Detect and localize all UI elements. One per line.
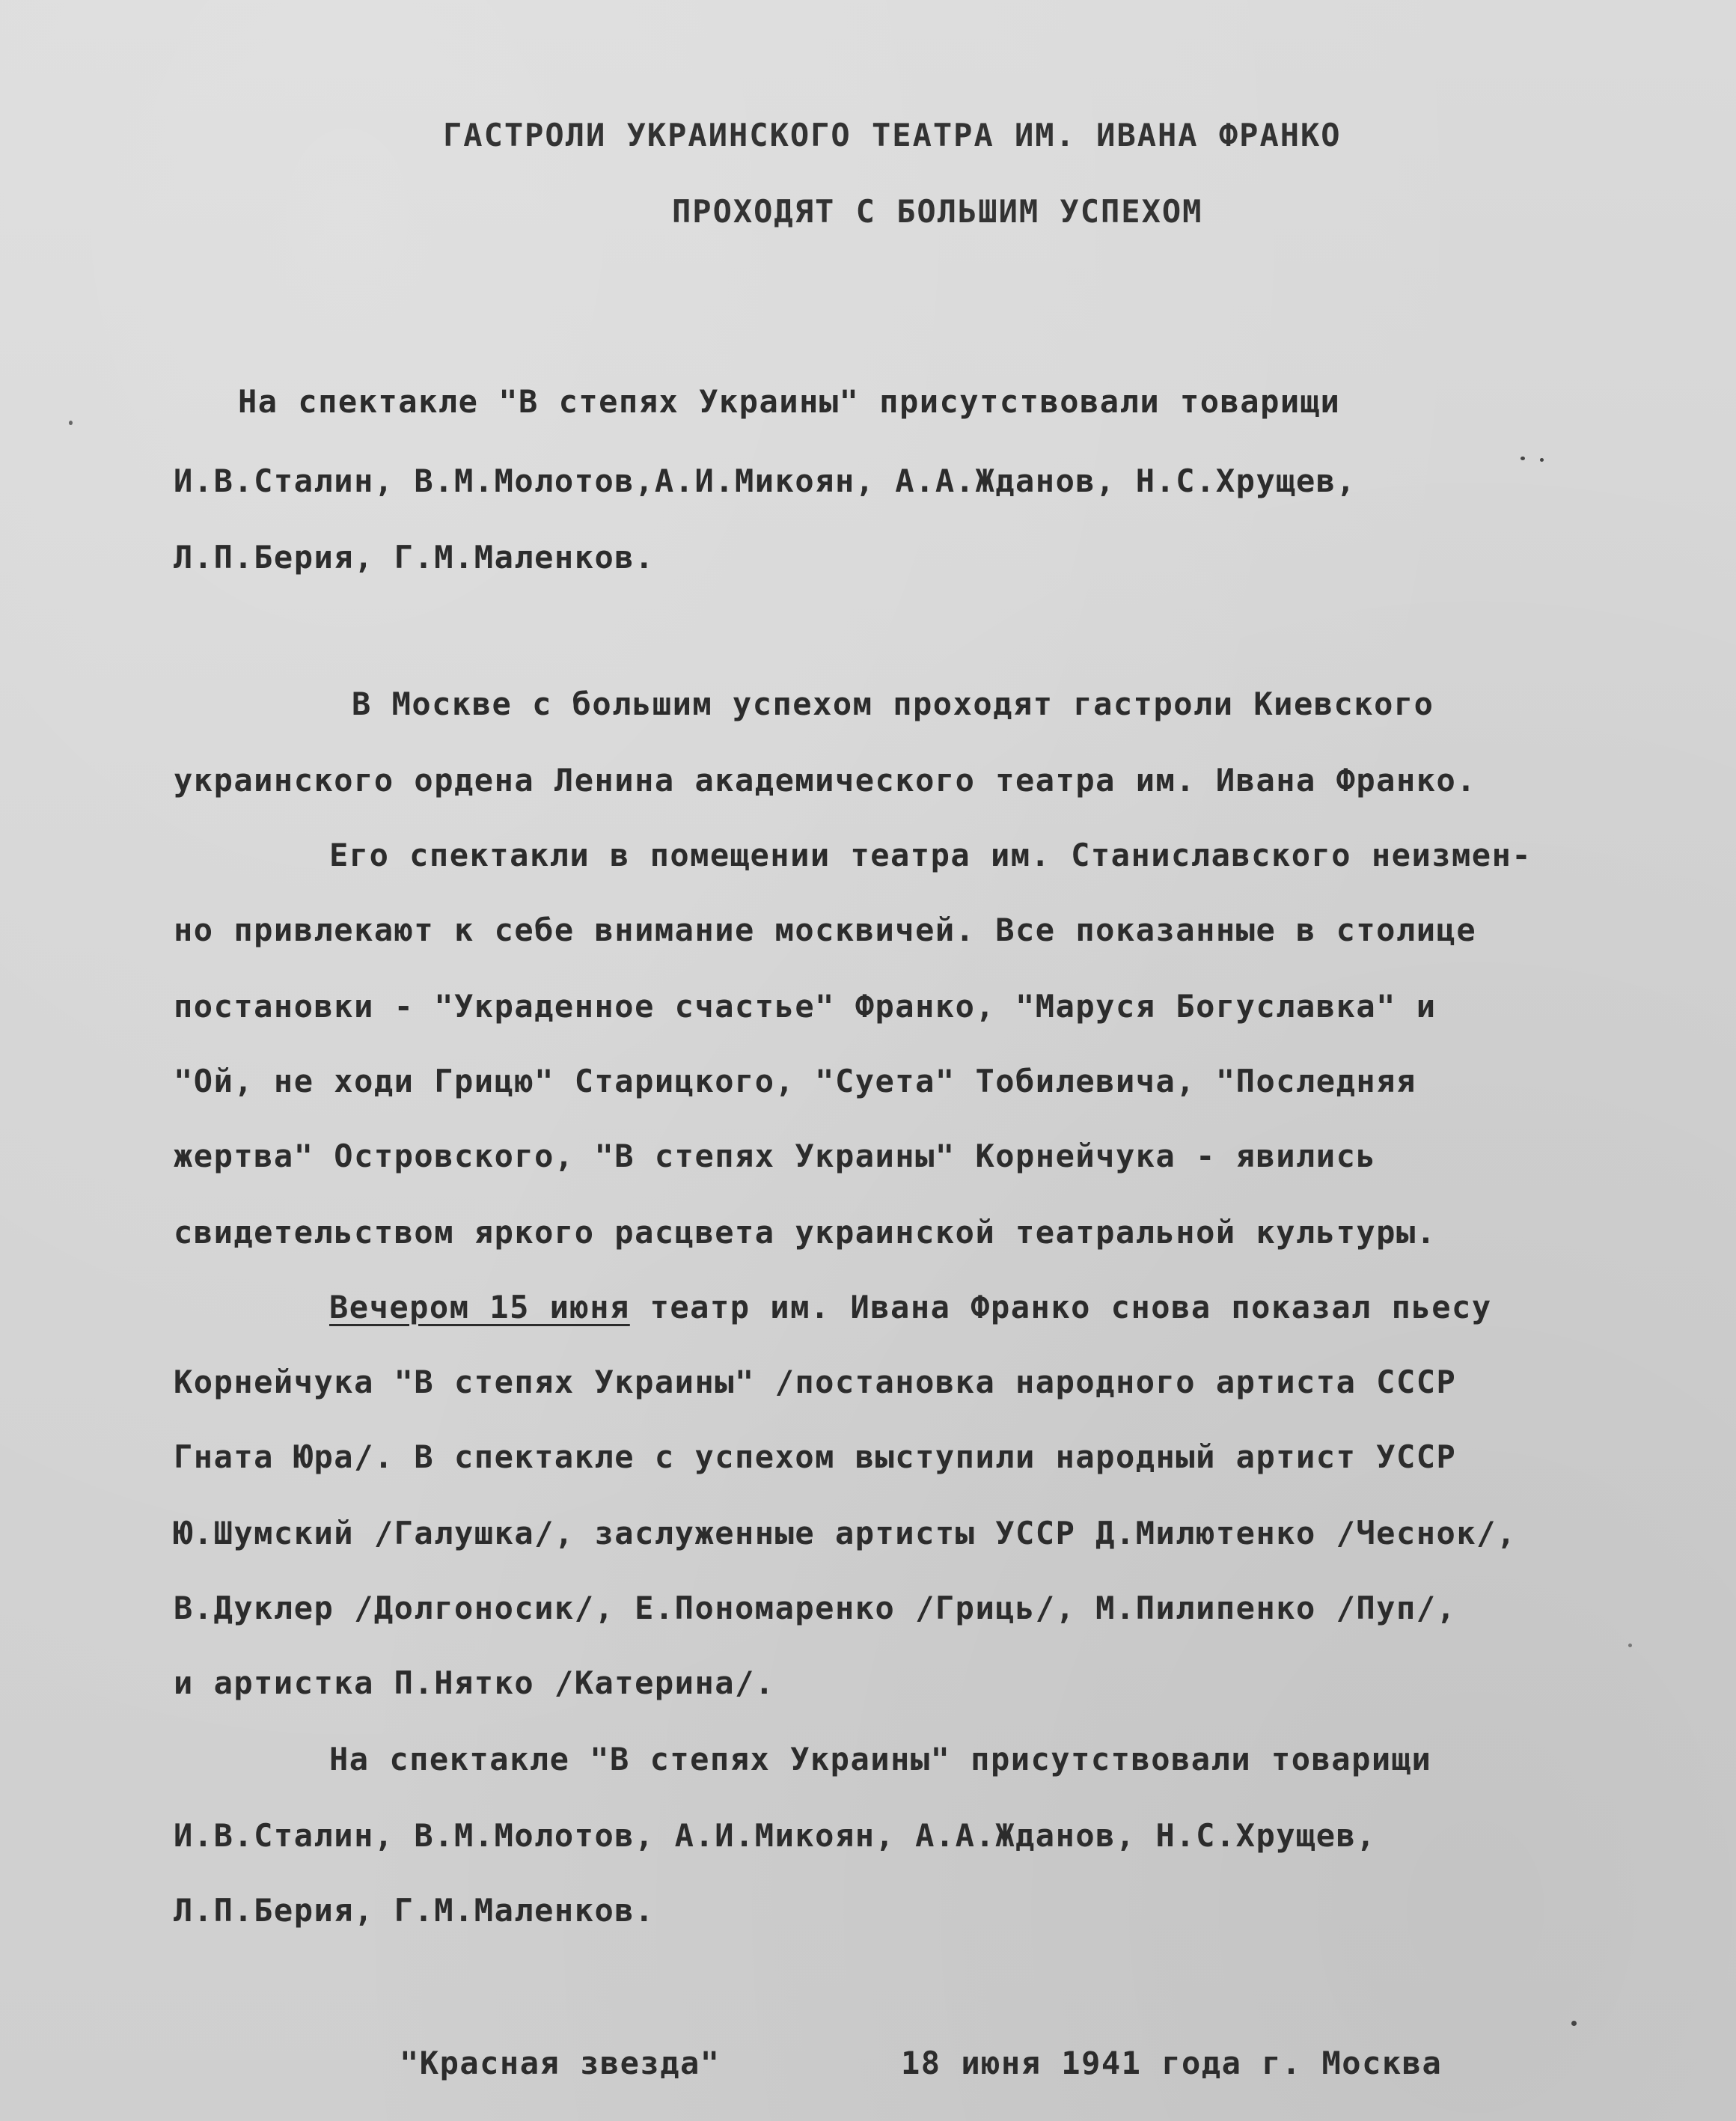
body-line-11: Гната Юра/. В спектакле с успехом выступили народный артист УССР [174,1438,1457,1475]
paper-speck [1540,458,1544,462]
body-line-3: Его спектакли в помещении театра им. Станиславского неизмен- [329,837,1532,873]
paper-speck [1571,2021,1577,2026]
paper-speck [1520,457,1525,460]
body-line-2: украинского ордена Ленина академического театра им. Ивана Франко. [174,762,1477,799]
footer-source: "Красная звезда" [400,2045,721,2081]
title-line-2: ПРОХОДЯТ С БОЛЬШИМ УСПЕХОМ [672,193,1203,230]
body-line-16: И.В.Сталин, В.М.Молотов, А.И.Микоян, А.А.Жданов, Н.С.Хрущев, [174,1817,1377,1854]
body-line-8: свидетельством яркого расцвета украинской театральной культуры. [174,1214,1437,1251]
paper-speck [1628,1644,1632,1647]
lead-line-1: На спектакле "В степях Украины" присутствовали товарищи [238,383,1341,420]
body-line-15: На спектакле "В степях Украины" присутствовали товарищи [329,1741,1432,1777]
body-line-1: В Москве с большим успехом проходят гастроли Киевского [352,686,1434,722]
paper-speck [69,421,73,425]
body-line-13: В.Дуклер /Долгоносик/, Е.Пономаренко /Гриць/, М.Пилипенко /Пуп/, [174,1590,1457,1626]
body-line-10: Корнейчука "В степях Украины" /постановка народного артиста СССР [174,1364,1457,1400]
underlined-date: Вечером 15 июня [329,1289,630,1325]
body-line-12: Ю.Шумский /Галушка/, заслуженные артисты УССР Д.Милютенко /Чеснок/, [174,1515,1517,1551]
body-line-4: но привлекают к себе внимание москвичей. Все показанные в столице [174,912,1477,948]
title-line-1: ГАСТРОЛИ УКРАИНСКОГО ТЕАТРА ИМ. ИВАНА ФРАНКО [443,117,1342,153]
lead-line-3: Л.П.Берия, Г.М.Маленков. [174,539,655,576]
body-line-6: "Ой, не ходи Грицю" Старицкого, "Суета" Тобилевича, "Последняя [174,1063,1416,1099]
body-line-17: Л.П.Берия, Г.М.Маленков. [174,1892,655,1929]
body-line-9-text: театр им. Ивана Франко снова показал пьесу [650,1289,1492,1325]
body-line-5: постановки - "Украденное счастье" Франко, "Маруся Богуславка" и [174,988,1437,1025]
body-line-9 [329,1289,1492,1325]
lead-line-2: И.В.Сталин, В.М.Молотов,А.И.Микоян, А.А.Жданов, Н.С.Хрущев, [174,463,1357,499]
body-line-14: и артистка П.Нятко /Катерина/. [174,1664,775,1701]
footer-date-place: 18 июня 1941 года г. Москва [901,2045,1443,2081]
body-line-7: жертва" Островского, "В степях Украины" Корнейчука - явились [174,1138,1377,1174]
